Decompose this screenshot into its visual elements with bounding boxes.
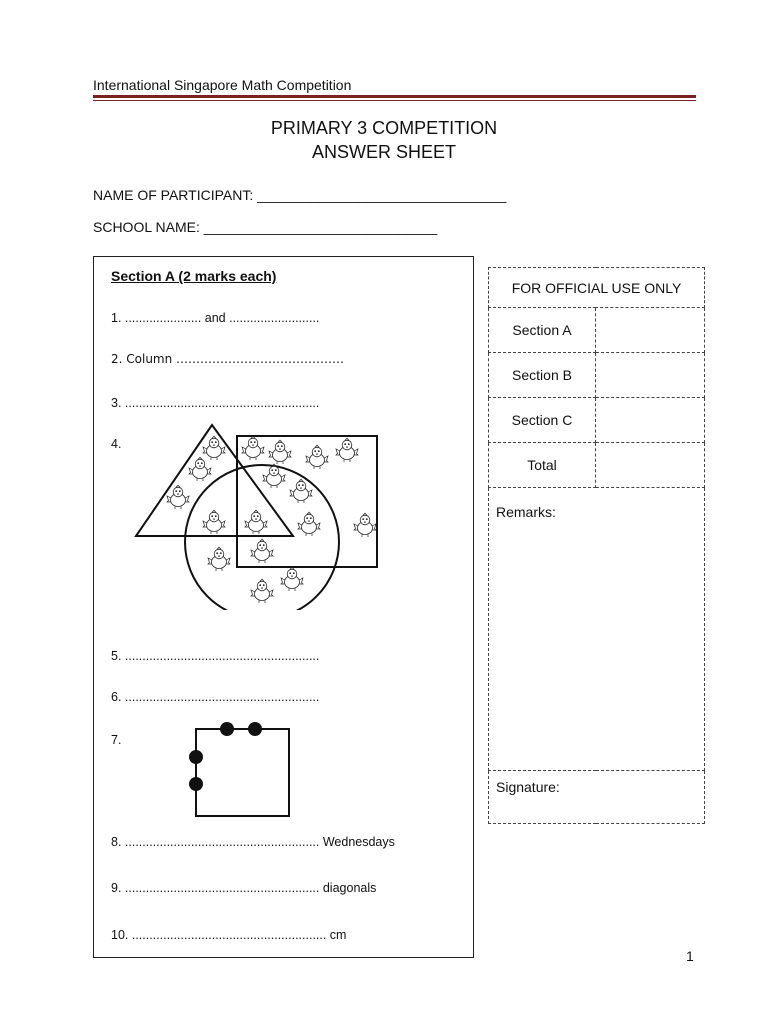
- question-10: 10. ........................................................ cm: [111, 928, 347, 942]
- official-use-heading: FOR OFFICIAL USE ONLY: [489, 268, 705, 308]
- question-7: 7.: [111, 733, 122, 747]
- school-name-field: SCHOOL NAME: ______________________________: [93, 219, 438, 235]
- score-label-section-a: Section A: [489, 308, 596, 353]
- score-label-section-b: Section B: [489, 353, 596, 398]
- dot: [189, 750, 203, 764]
- dot: [220, 722, 234, 736]
- page-number: 1: [686, 948, 694, 964]
- score-cell-total: [596, 443, 705, 488]
- question-1: 1. ...................... and ..........................: [111, 311, 320, 325]
- header-rule-thin: [93, 100, 696, 101]
- title-line-1: PRIMARY 3 COMPETITION: [270, 118, 498, 138]
- competition-name: International Singapore Math Competition: [93, 77, 352, 93]
- question-5: 5. ........................................................: [111, 649, 320, 663]
- question-8: 8. ........................................................ Wednesdays: [111, 835, 395, 849]
- question-9: 9. ........................................................ diagonals: [111, 881, 377, 895]
- score-cell-section-b: [596, 353, 705, 398]
- question-2: 2. Column ……………………………………: [111, 352, 345, 366]
- title-line-2: ANSWER SHEET: [311, 142, 457, 162]
- participant-name-field: NAME OF PARTICIPANT: ________________________________: [93, 187, 507, 203]
- header-rule-thick: [93, 95, 696, 98]
- question-3: 3. ........................................................: [111, 396, 320, 410]
- score-cell-section-a: [596, 308, 705, 353]
- venn-diagram: [130, 420, 385, 610]
- dot: [189, 777, 203, 791]
- section-a-heading: Section A (2 marks each): [111, 268, 277, 284]
- score-label-total: Total: [489, 443, 596, 488]
- remarks-cell: Remarks:: [489, 488, 705, 771]
- signature-cell: Signature:: [489, 771, 705, 824]
- square-with-dots-diagram: [185, 717, 295, 822]
- score-label-section-c: Section C: [489, 398, 596, 443]
- dot: [248, 722, 262, 736]
- bird-icon: [167, 436, 376, 603]
- question-4: 4.: [111, 437, 122, 451]
- score-cell-section-c: [596, 398, 705, 443]
- question-6: 6. ........................................................: [111, 690, 320, 704]
- official-use-table: [488, 267, 705, 824]
